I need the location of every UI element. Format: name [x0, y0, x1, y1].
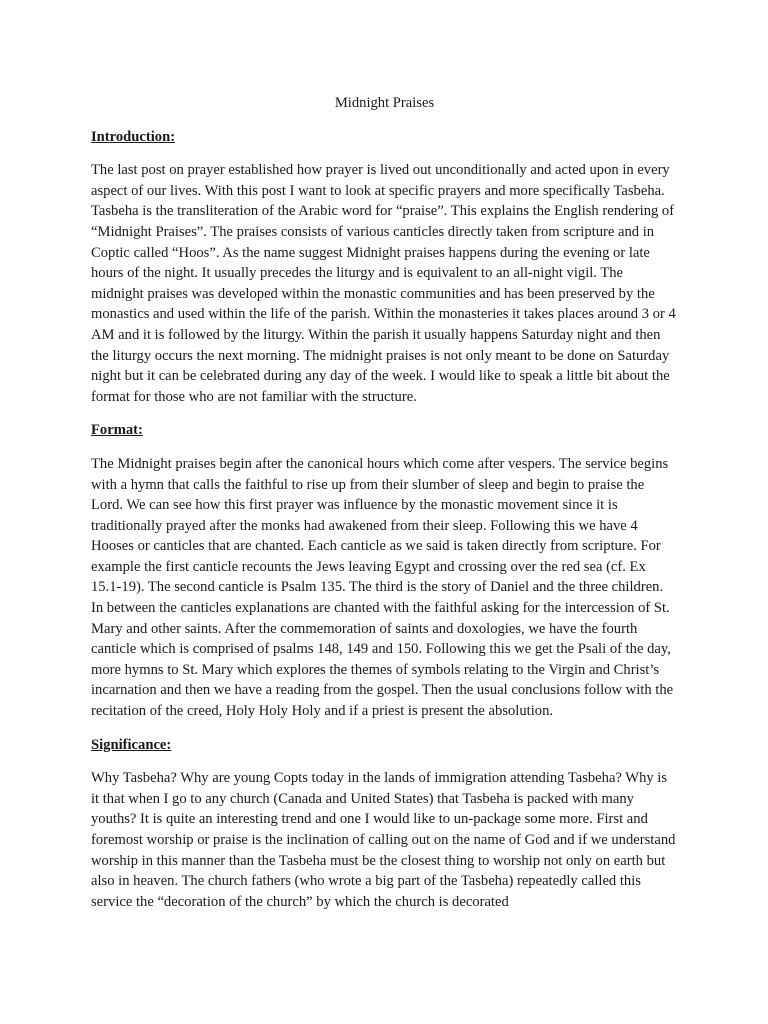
section-heading-introduction: Introduction:: [91, 128, 176, 145]
document-title: Midnight Praises: [334, 95, 435, 111]
paragraph-format: The Midnight praises begin after the canonical hours which come after vespers. The service begins with a hymn that calls the faithful to rise up from their slumber of sleep and begin to praise the Lord. We can see how this first prayer was influence by the monastic movement since it is traditionally prayed after the monks had awakened from their sleep. Following this we have 4 Hooses or canticles that are chanted. Each canticle as we said is taken directly from scripture. For example the first canticle recounts the Jews leaving Egypt and crossing over the red sea (cf. Ex 15.1-19). The second canticle is Psalm 135. The third is the story of Daniel and the three children. In between the canticles explanations are chanted with the faithful asking for the intercession of St. Mary and other saints. After the commemoration of saints and doxologies, we have the fourth canticle which is comprised of psalms 148, 149 and 150. Following this we get the Psali of the day, more hymns to St. Mary which explores the themes of symbols relating to the Virgin and Christ’s incarnation and then we have a reading from the gospel. Then the usual conclusions follow with the recitation of the creed, Holy Holy Holy and if a priest is present the absolution.: [91, 455, 674, 720]
section-heading-format: Format:: [91, 422, 143, 439]
paragraph-significance: Why Tasbeha? Why are young Copts today in the lands of immigration attending Tasbeha? Why is it that when I go to any church (Canada and United States) that Tasbeha is packed with many youths? It is quite an interesting trend and one I would like to un-package some more. First and foremost worship or praise is the inclination of calling out on the name of God and if we understand worship in this manner than the Tasbeha must be the closest thing to worship not only on earth but also in heaven. The church fathers (who wrote a big part of the Tasbeha) repeatedly called this service the “decoration of the church” by which the church is decorated: [91, 770, 676, 910]
section-heading-significance: Significance:: [91, 736, 172, 753]
paragraph-introduction: The last post on prayer established how prayer is lived out unconditionally and acted upon in every aspect of our lives. With this post I want to look at specific prayers and more specifically Tasbeha. Tasbeha is the transliteration of the Arabic word for “praise”. This explains the English rendering of “Midnight Praises”. The praises consists of various canticles directly taken from scripture and in Coptic called “Hoos”. As the name suggest Midnight praises happens during the evening or late hours of the night. It usually precedes the liturgy and is equivalent to an all-night vigil. The midnight praises was developed within the monastic communities and has been preserved by the monastics and used within the life of the parish. Within the monasteries it takes places around 3 or 4 AM and it is followed by the liturgy. Within the parish it usually happens Saturday night and then the liturgy occurs the next morning. The midnight praises is not only meant to be done on Saturday night but it can be celebrated during any day of the week. I would like to speak a little bit about the format for those who are not familiar with the structure.: [91, 162, 676, 405]
document-body: [91, 93, 678, 925]
